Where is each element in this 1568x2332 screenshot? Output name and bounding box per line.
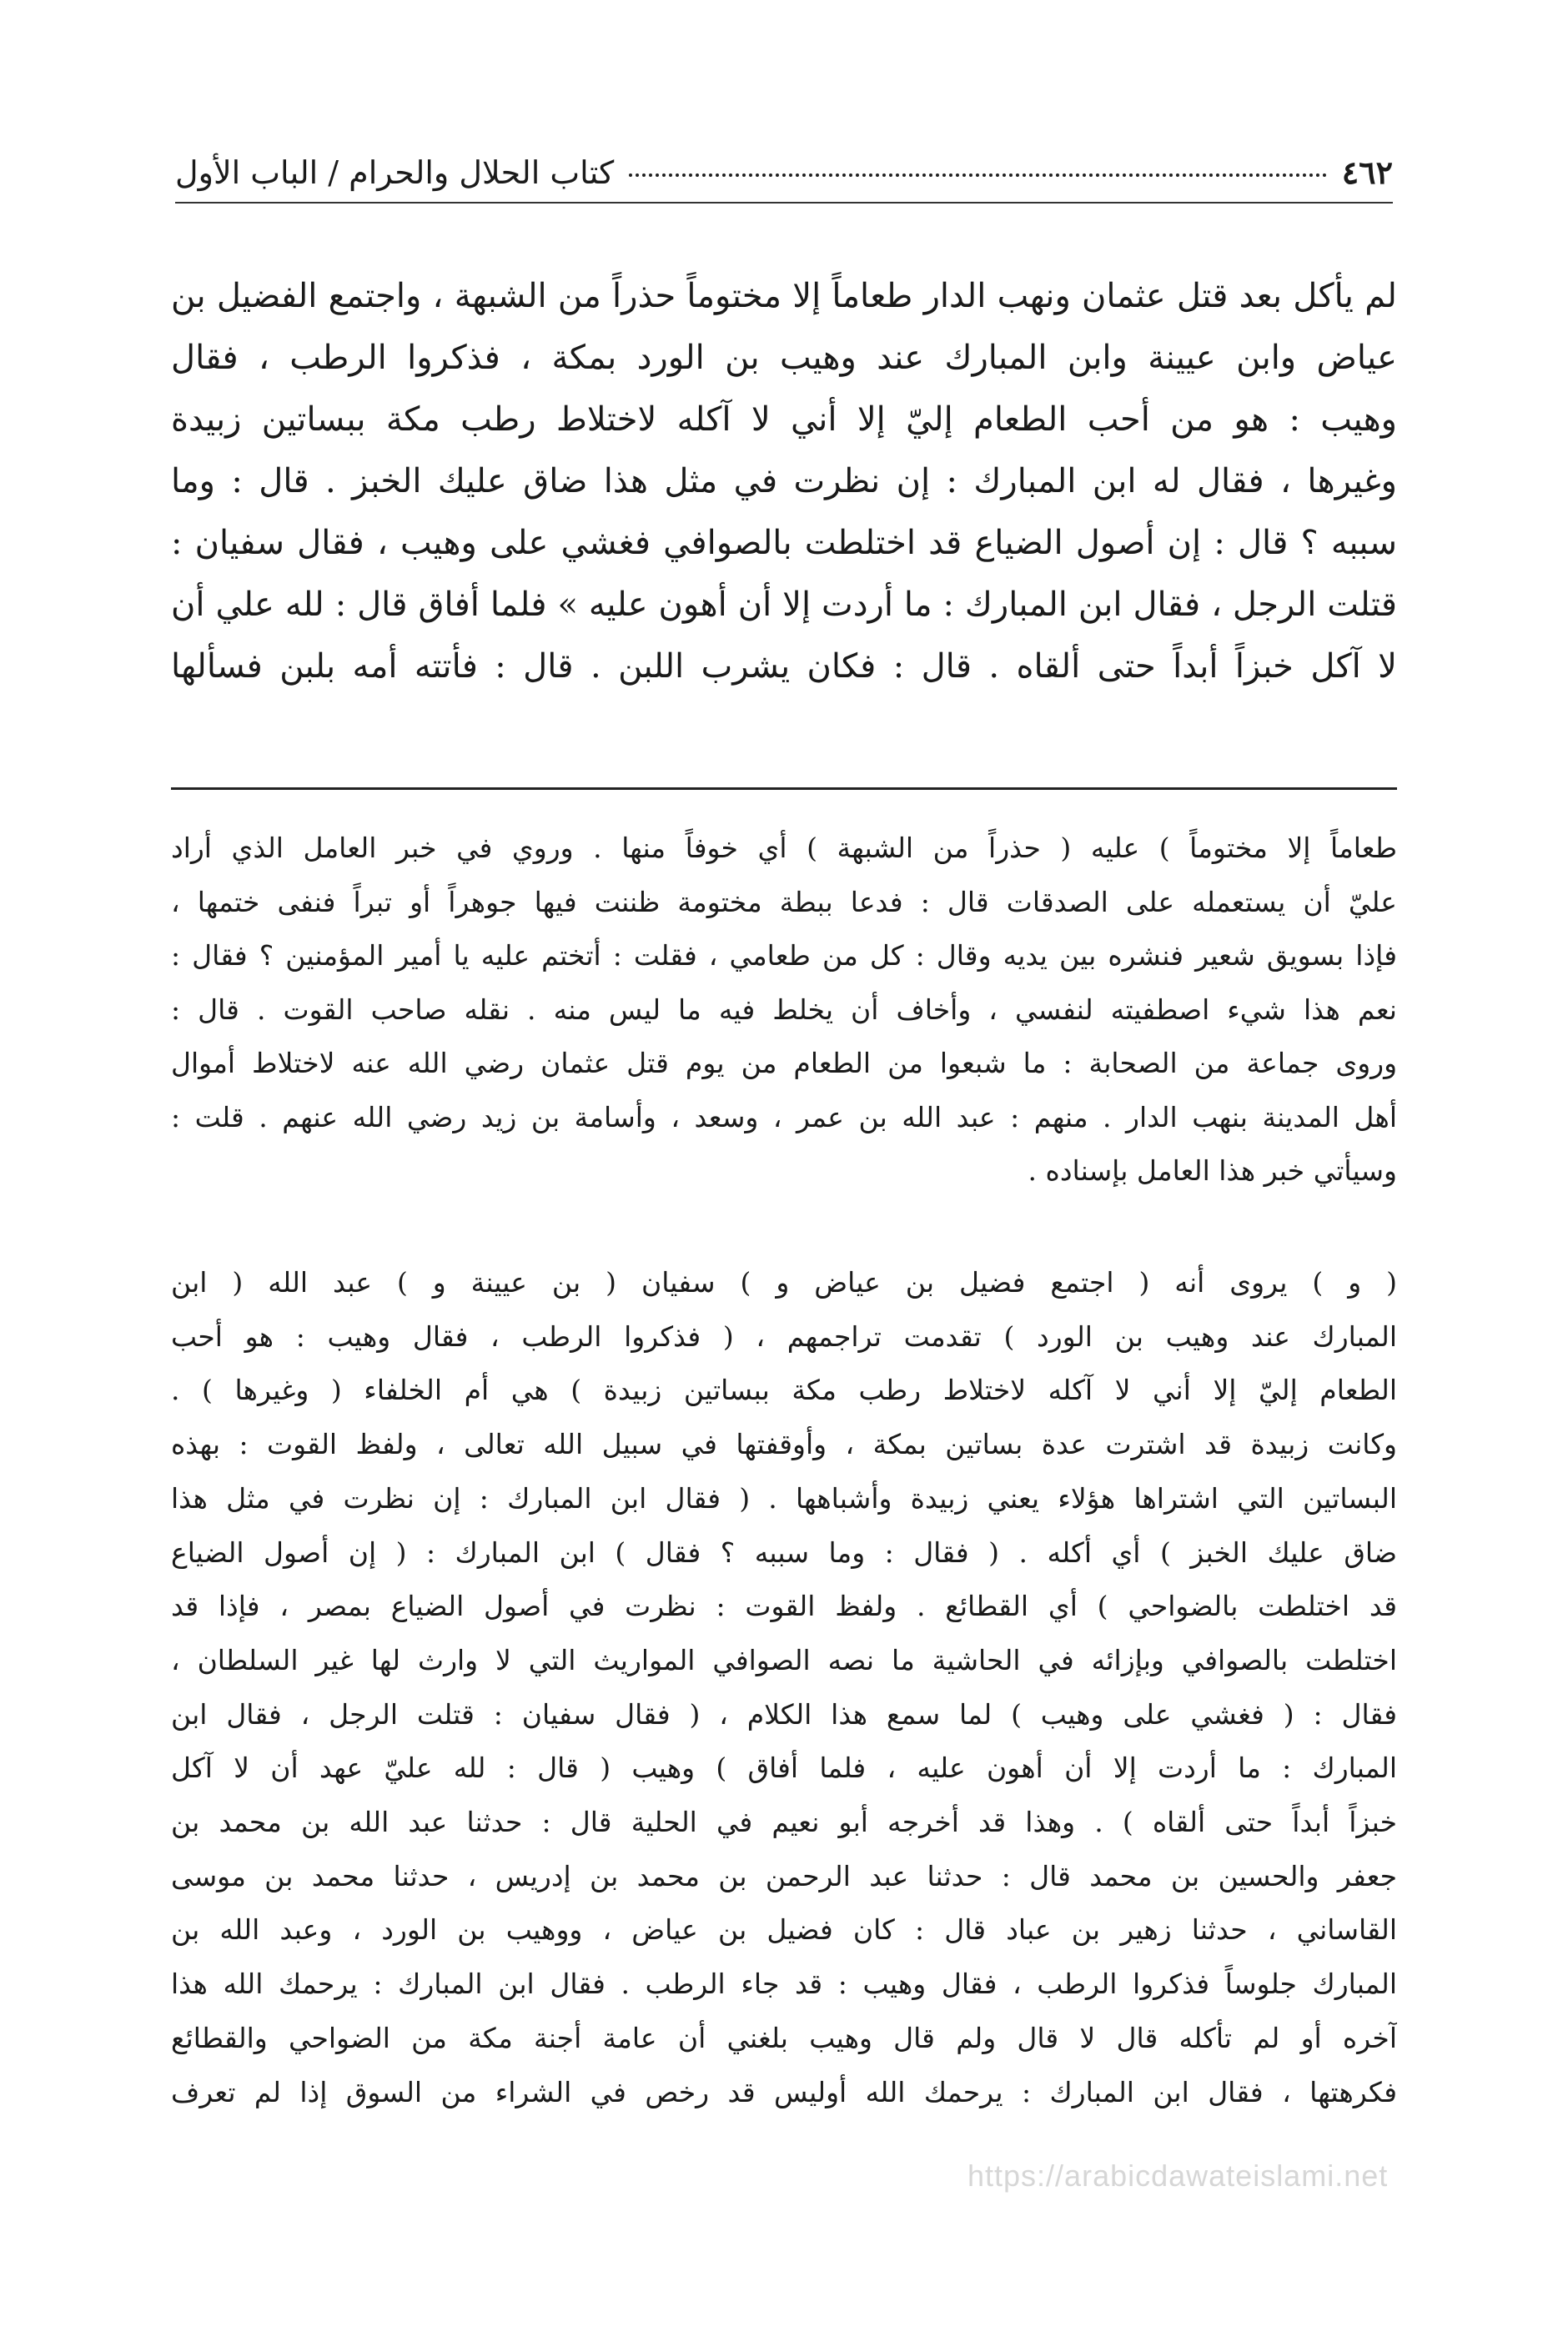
page-number: ٤٦٢ [1341, 153, 1393, 191]
commentary-line: المبارك : ما أردت إلا أن أهون عليه ، فلما أفاق ) وهيب ( قال : لله عليّ عهد أن لا آكل [171, 1752, 1397, 1785]
commentary-line: آخره أو لم تأكله قال لا قال ولم قال وهيب بلغني أن عامة أجنة مكة من الضواحي والقطائع [171, 2021, 1397, 2054]
main-text-line: عياض وابن عيينة وابن المبارك عند وهيب بن الورد بمكة ، فذكروا الرطب ، فقال [171, 339, 1397, 377]
commentary-paragraph-2 [171, 1256, 1397, 2119]
commentary-line: اختلطت بالصوافي وبإزائه في الحاشية ما نصه الصوافي المواريث التي لا وارث لها غير السلطان ، [171, 1643, 1397, 1676]
header-rule [175, 202, 1393, 204]
commentary-line: نعم هذا شيء اصطفيته لنفسي ، وأخاف أن يخلط فيه ما ليس منه . نقله صاحب القوت . قال : [171, 993, 1397, 1026]
commentary-line: خبزاً أبداً حتى ألقاه ) . وهذا قد أخرجه أبو نعيم في الحلية قال : حدثنا عبد الله بن محمد بن [171, 1806, 1397, 1839]
main-text-line: سببه ؟ قال : إن أصول الضياع قد اختلطت بالصوافي فغشي على وهيب ، فقال سفيان : [171, 524, 1397, 562]
commentary-line: طعاماً إلا مختوماً ) عليه ( حذراً من الشبهة ) أي خوفاً منها . وروي في خبر العامل الذي أراد [171, 832, 1397, 864]
commentary-line: فقال : ( فغشي على وهيب ) لما سمع هذا الكلام ، ( فقال سفيان : قتلت الرجل ، فقال ابن [171, 1697, 1397, 1731]
commentary-line: القاساني ، حدثنا زهير بن عباد قال : كان فضيل بن عياض ، ووهيب بن الورد ، وعبد الله بن [171, 1913, 1397, 1947]
commentary-line: المبارك جلوساً فذكروا الرطب ، فقال وهيب : قد جاء الرطب . فقال ابن المبارك : يرحمك الله هذا [171, 1968, 1397, 2001]
main-text [171, 265, 1397, 697]
commentary-line: البساتين التي اشتراها هؤلاء يعني زبيدة وأشباهها . ( فقال ابن المبارك : إن نظرت في مثل هذا [171, 1481, 1397, 1515]
header-dot-leader [629, 173, 1326, 177]
main-text-line: وهيب : هو من أحب الطعام إليّ إلا أني لا آكله لاختلاط رطب مكة ببساتين زبيدة [171, 400, 1397, 439]
main-text-line: قتلت الرجل ، فقال ابن المبارك : ما أردت إلا أن أهون عليه » فلما أفاق قال : لله علي أن [171, 586, 1397, 624]
commentary-line: جعفر والحسين بن محمد قال : حدثنا عبد الرحمن بن محمد بن إدريس ، حدثنا محمد بن موسى [171, 1859, 1397, 1892]
commentary-line: الطعام إليّ إلا أني لا آكله لاختلاط رطب مكة ببساتين زبيدة ) هي أم الخلفاء ( وغيرها ) . [171, 1374, 1397, 1407]
main-text-line: وغيرها ، فقال له ابن المبارك : إن نظرت في مثل هذا ضاق عليك الخبز . قال : وما [171, 462, 1397, 500]
commentary-line: ( و ) يروى أنه ( اجتمع فضيل بن عياض و ) سفيان ( بن عيينة و ) عبد الله ( ابن [171, 1266, 1397, 1299]
main-text-line: لم يأكل بعد قتل عثمان ونهب الدار طعاماً إلا مختوماً حذراً من الشبهة ، واجتمع الفضيل بن [171, 277, 1397, 315]
commentary-line: وكانت زبيدة قد اشترت عدة بساتين بمكة ، وأوقفتها في سبيل الله تعالى ، ولفظ القوت : بهذه [171, 1428, 1397, 1461]
commentary-line: فإذا بسويق شعير فنشره بين يديه وقال : كل من طعامي ، فقلت : أتختم عليه يا أمير المؤمنين ؟ فقال : [171, 939, 1397, 972]
commentary-paragraph-1 [171, 822, 1397, 1199]
commentary-line: عليّ أن يستعمله على الصدقات قال : فدعا ببطة مختومة ظننت فيها جوهراً أو تبراً فنفى ختمها ، [171, 885, 1397, 918]
commentary-line: قد اختلطت بالضواحي ) أي القطائع . ولفظ القوت : نظرت في أصول الضياع بمصر ، فإذا قد [171, 1590, 1397, 1623]
separator-rule [171, 787, 1397, 790]
commentary-line: فكرهتها ، فقال ابن المبارك : يرحمك الله أوليس قد رخص في الشراء من السوق إذا لم تعرف [171, 2075, 1397, 2108]
main-text-line: لا آكل خبزاً أبداً حتى ألقاه . قال : فكان يشرب اللبن . قال : فأتته أمه بلبن فسألها [171, 647, 1397, 686]
commentary-line: أهل المدينة بنهب الدار . منهم : عبد الله بن عمر ، وسعد ، وأسامة بن زيد رضي الله عنهم . قلت : [171, 1100, 1397, 1133]
commentary-line: وروى جماعة من الصحابة : ما شبعوا من الطعام من يوم قتل عثمان رضي الله عنه لاختلاط أموال [171, 1047, 1397, 1079]
commentary-line: المبارك عند وهيب بن الورد ) تقدمت تراجمهم ، ( فذكروا الرطب ، فقال وهيب : هو أحب [171, 1319, 1397, 1353]
watermark-url: https://arabicdawateislami.net [967, 2159, 1389, 2193]
running-header [175, 153, 1393, 191]
commentary-line: وسيأتي خبر هذا العامل بإسناده . [1028, 1154, 1397, 1187]
header-title: كتاب الحلال والحرام / الباب الأول [175, 154, 615, 191]
commentary-line: ضاق عليك الخبز ) أي أكله . ( فقال : وما سببه ؟ فقال ) ابن المبارك : ( إن أصول الضياع [171, 1535, 1397, 1569]
